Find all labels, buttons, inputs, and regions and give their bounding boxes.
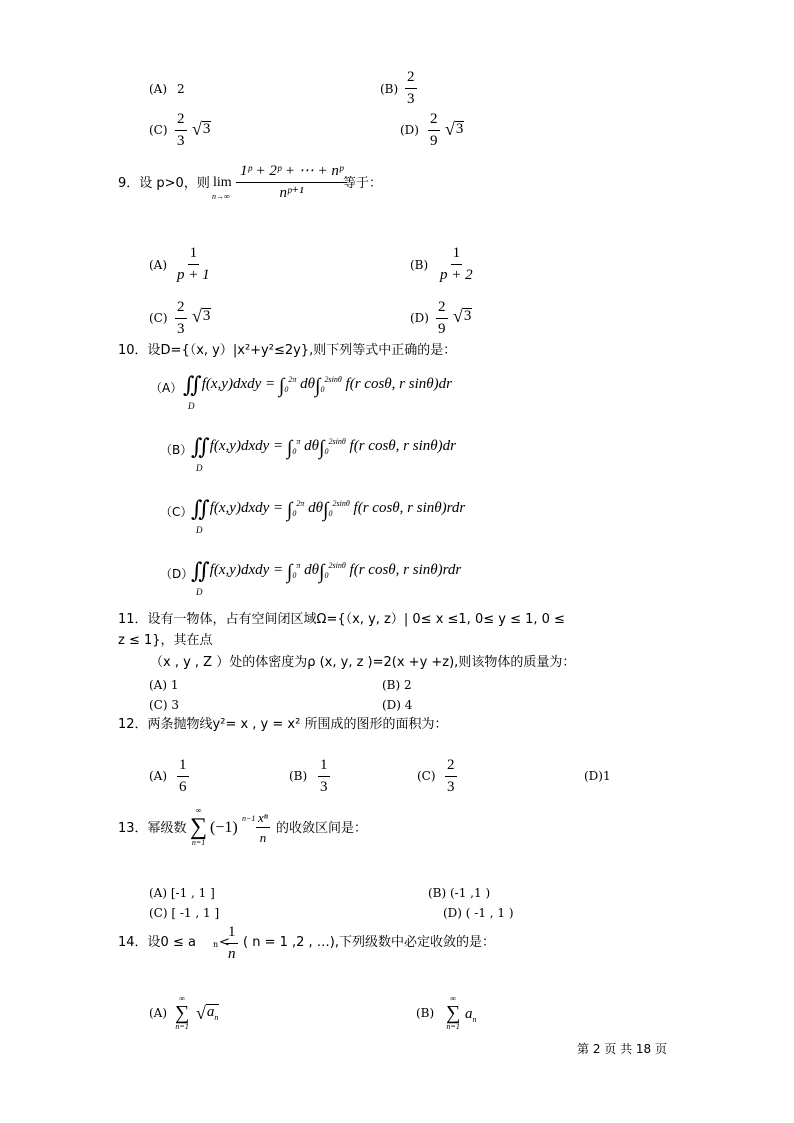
- q14-option-a-sum: ∞ ∑ n=1: [175, 994, 190, 1031]
- q12-option-a-label: (A): [149, 769, 168, 783]
- q9-option-d-sqrt: √ 3: [453, 306, 472, 326]
- q10-option-d-label: （D）: [160, 567, 194, 581]
- q11-option-b: (B) 2: [382, 678, 412, 692]
- q12-option-b-label: (B): [289, 769, 308, 783]
- q9-suffix: 等于：: [343, 176, 383, 191]
- q13-prefix: 13．幂级数: [118, 821, 187, 836]
- q10-option-c-label: （C）: [160, 505, 193, 519]
- q13-sum-symbol: ∞ ∑ n=1: [190, 806, 208, 847]
- q10-option-a-formula: ∬f(x,y)dxdy = $\int_0^{2\pi}$ $d\theta\int_0^{2sin\theta}$ f(r cosθ, r sinθ)dr: [183, 372, 452, 397]
- q14-subscript-n: n: [213, 940, 219, 949]
- q10-option-a-label: （A）: [150, 381, 183, 395]
- q14-option-b-term: $a_n$: [465, 1006, 477, 1024]
- q14-option-a-label: (A): [149, 1006, 168, 1020]
- q13-fraction: $\frac{\text{xⁿ}}{n}$: [258, 810, 268, 845]
- q12-option-d: (D)1: [584, 769, 611, 783]
- q9-option-b-fraction: $\frac{1}{p + 2}$: [440, 245, 473, 283]
- q9-option-c-fraction: $\frac{2}{3}$: [177, 299, 185, 337]
- q8-option-a-label: (A): [149, 82, 168, 96]
- q11-option-a: (A) 1: [149, 678, 179, 692]
- q14-less-than: <: [219, 935, 230, 950]
- q9-option-d-fraction: $\frac{2}{9}$: [438, 299, 446, 337]
- q9-lim: lim: [213, 175, 232, 190]
- q9-prefix: 9．设 p>0，则: [118, 176, 210, 191]
- q13-option-d: (D) ( -1 , 1 ): [443, 906, 514, 920]
- q10-option-c-region: D: [196, 525, 203, 535]
- q14-option-b-label: (B): [416, 1006, 435, 1020]
- q11-line-1: 11．设有一物体，占有空间闭区域Ω={（x, y, z）| 0≤ x ≤1, 0≤ y ≤ 1, 0 ≤: [118, 612, 565, 627]
- q13-suffix: 的收敛区间是：: [276, 821, 368, 836]
- q9-option-a-label: (A): [149, 258, 168, 272]
- q8-option-b-label: (B): [380, 82, 399, 96]
- q10-option-b-region: D: [196, 463, 203, 473]
- q13-option-c: (C) [ -1 , 1 ]: [149, 906, 220, 920]
- q12-option-b-fraction: $\frac{1}{3}$: [320, 757, 328, 795]
- q14-prefix: 14．设0 ≤ a: [118, 935, 196, 950]
- q9-option-c-label: (C): [149, 311, 168, 325]
- q8-option-d-label: (D): [400, 123, 419, 137]
- q10-option-b-formula: ∬f(x,y)dxdy = $\int_0^\pi$ $d\theta\int_0^{2sin\theta}$ f(r cosθ, r sinθ)dr: [191, 434, 456, 459]
- q9-limit-fraction: $\frac{\text{1ᵖ + 2ᵖ + ⋯ + nᵖ}}{\text{nᵖ⁺¹}}$: [236, 164, 347, 201]
- page-number-footer: 第 2 页 共 18 页: [577, 1042, 667, 1056]
- q9-option-a-fraction: $\frac{1}{p + 1}$: [177, 245, 210, 283]
- q8-option-c-fraction: $\frac{2}{3}$: [177, 111, 185, 149]
- q10-stem: 10．设D={（x, y）|x²+y²≤2y},则下列等式中正确的是：: [118, 343, 457, 358]
- q13-option-b: (B) (-1 ,1 ): [428, 886, 491, 900]
- q8-option-d-fraction: $\frac{2}{9}$: [430, 111, 438, 149]
- q12-option-c-label: (C): [417, 769, 436, 783]
- q11-option-c: (C) 3: [149, 698, 179, 712]
- q8-option-c-label: (C): [149, 123, 168, 137]
- q9-lim-subscript: n→∞: [212, 192, 230, 201]
- q14-option-a-sqrt: √ $a_n$: [196, 1003, 219, 1024]
- q13-term-exponent: n−1: [242, 814, 256, 823]
- q11-line-2: z ≤ 1}，其在点: [118, 633, 213, 648]
- q9-option-b-label: (B): [410, 258, 429, 272]
- q14-option-b-sum: ∞ ∑ n=1: [446, 994, 461, 1031]
- q11-line-3: （x , y , Z ）处的体密度为ρ (x, y, z )=2(x +y +z),则该物体的质量为：: [150, 655, 576, 670]
- q11-option-d: (D) 4: [382, 698, 413, 712]
- q13-term: (−1): [210, 819, 238, 836]
- q9-option-d-label: (D): [410, 311, 429, 325]
- q10-option-c-formula: ∬f(x,y)dxdy = $\int_0^{2\pi}$ $d\theta\int_0^{2sin\theta}$ f(r cosθ, r sinθ)rdr: [191, 496, 466, 521]
- q13-option-a: (A) [-1 , 1 ]: [149, 886, 215, 900]
- q14-fraction: $\frac{1}{n}$: [228, 924, 236, 962]
- q10-option-a-region: D: [188, 401, 195, 411]
- q8-option-b-fraction: $\frac{2}{3}$: [407, 69, 415, 107]
- q9-option-c-sqrt: √ 3: [192, 306, 211, 326]
- q10-option-b-label: （B）: [160, 443, 193, 457]
- q10-option-d-formula: ∬f(x,y)dxdy = $\int_0^\pi$ $d\theta\int_0^{2sin\theta}$ f(r cosθ, r sinθ)rdr: [191, 558, 462, 583]
- q12-option-a-fraction: $\frac{1}{6}$: [179, 757, 187, 795]
- q12-option-c-fraction: $\frac{2}{3}$: [447, 757, 455, 795]
- q14-suffix: ( n = 1 ,2 , …),下列级数中必定收敛的是：: [243, 935, 496, 950]
- q10-option-d-region: D: [196, 587, 203, 597]
- q8-option-c-sqrt: √ 3: [192, 119, 211, 139]
- q8-option-a-value: 2: [177, 82, 185, 96]
- q12-stem: 12．两条抛物线y²= x , y = x² 所围成的图形的面积为：: [118, 717, 448, 732]
- q8-option-d-sqrt: √ 3: [445, 119, 464, 139]
